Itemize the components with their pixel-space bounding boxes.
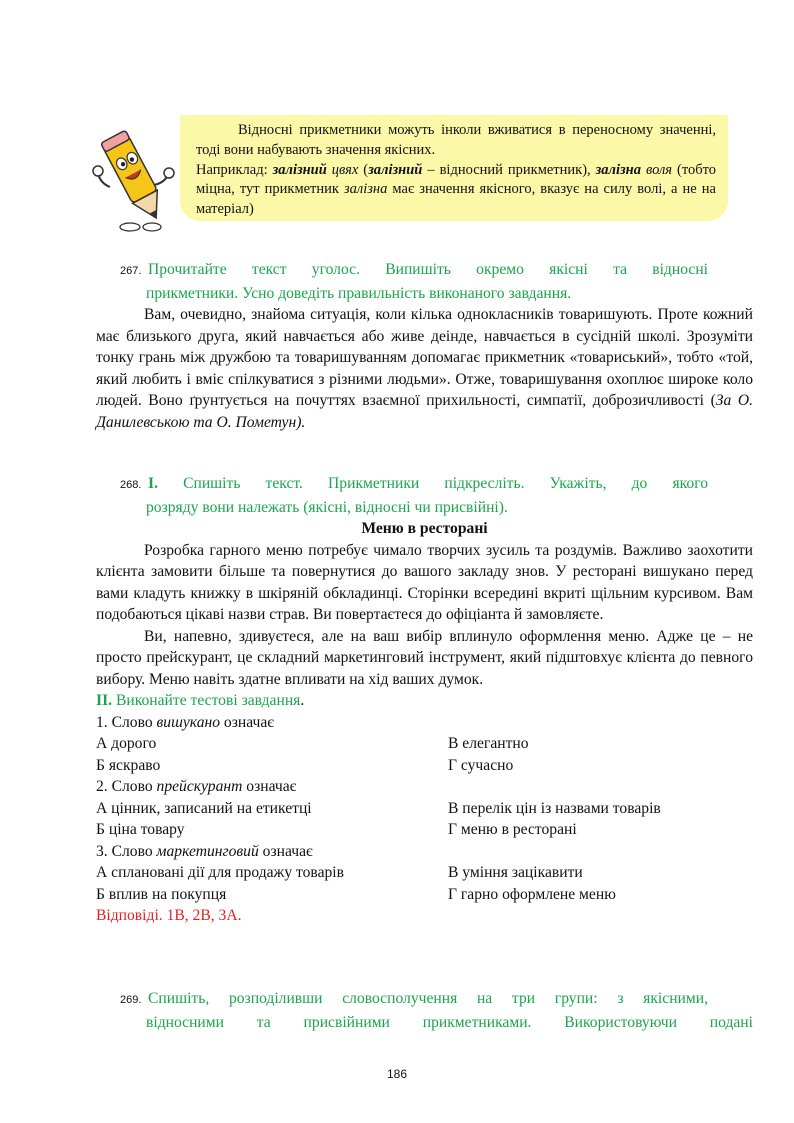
exercise-number: 267.: [120, 265, 142, 277]
exercise-268-task: 268. І. Спишіть текст. Прикметники підкресліть. Укажіть, до якого розряду вони належать (якісні, відносні чи присвійні).: [96, 473, 753, 518]
rule-text-1: Відносні прикметники можуть інколи вживатися в переносному значенні, тоді вони набувають значення якісних.: [196, 122, 716, 158]
exercise-number: 269.: [120, 994, 142, 1006]
exercise-number: 268.: [120, 479, 142, 491]
answer-row: А цінник, записаний на етикетці В перелік цін із назвами товарів: [96, 799, 661, 817]
text-paragraph: Ви, напевно, здивуєтеся, але на ваш вибір вплинуло оформлення меню. Адже це – не просто прейскурант, це складний маркетинговий інструмент, який підштовхує клієнта до певного вибору. Меню навіть здатне впливати на хід ваших думок.: [96, 627, 753, 688]
exercise-267: [96, 259, 753, 433]
question-2: 2. Слово прейскурант означає: [96, 778, 297, 795]
exercise-267-text: Вам, очевидно, знайома ситуація, коли кілька однокласників товаришують. Проте кожний має близького друга, який навчається або живе деінде, навчається в сусідній школі. Зрозуміти тонку грань між дружбою та товаришуванням допомагає прикметник «товариський», тобто «той, який любить і вміє спілкуватися з різними людьми». Отже, товаришування охоплює широке коло людей. Воно ґрунтується на почуттях взаємної прихильності, симпатії, доброзичливості (За О. Данилевською та О. Пометун).: [96, 306, 753, 431]
answers-line: Відповіді. 1В, 2В, 3А.: [96, 907, 242, 924]
text-title: Меню в ресторані: [361, 520, 488, 537]
pencil-mascot-icon: [92, 127, 180, 233]
answer-row: Б ціна товару Г меню в ресторані: [96, 821, 577, 838]
question-3: 3. Слово маркетинговий означає: [96, 842, 313, 860]
page-number: 186: [386, 1067, 408, 1081]
exercise-268: [96, 473, 753, 927]
exercise-269-task: 269. Спишіть, розподіливши словосполучення на три групи: з якісними, відносними та присвійними прикметниками. Використовуючи подані: [96, 988, 753, 1033]
exercise-269: [96, 988, 753, 1033]
text-paragraph: Розробка гарного меню потребує чимало творчих зусиль та роздумів. Важливо заохотити клієнта замовити більше та повернутися до вашого закладу знов. У ресторані вишукано перед вами кладуть книжку в шкіряній обкладинці. Сторінки всередині вкриті щільним курсивом. Вам подобаються цікаві назви страв. Ви повертаєтеся до офіціанта й замовляєте.: [96, 541, 753, 623]
rule-section: [92, 115, 732, 225]
test-task-heading: ІІ. Виконайте тестові завдання.: [96, 692, 305, 709]
answer-row: А дорого В елегантно: [96, 735, 529, 752]
answer-row: А сплановані дії для продажу товарів В уміння зацікавити: [96, 864, 583, 881]
question-1: 1. Слово вишукано означає: [96, 713, 274, 731]
exercise-267-task: 267. Прочитайте текст уголос. Випишіть окремо якісні та відносні прикметники. Усно доведіть правильність виконаного завдання.: [96, 259, 753, 304]
answer-row: Б яскраво Г сучасно: [96, 756, 514, 774]
rule-text-2: Наприклад: залізний цвях (залізний – відносний прикметник), залізна воля (тобто міцна, тут прикметник залізна має значення якісного, вказує на силу волі, а не на матеріал): [196, 161, 717, 218]
answer-row: Б вплив на покупця Г гарно оформлене меню: [96, 885, 616, 903]
rule-note-box: [180, 115, 728, 221]
